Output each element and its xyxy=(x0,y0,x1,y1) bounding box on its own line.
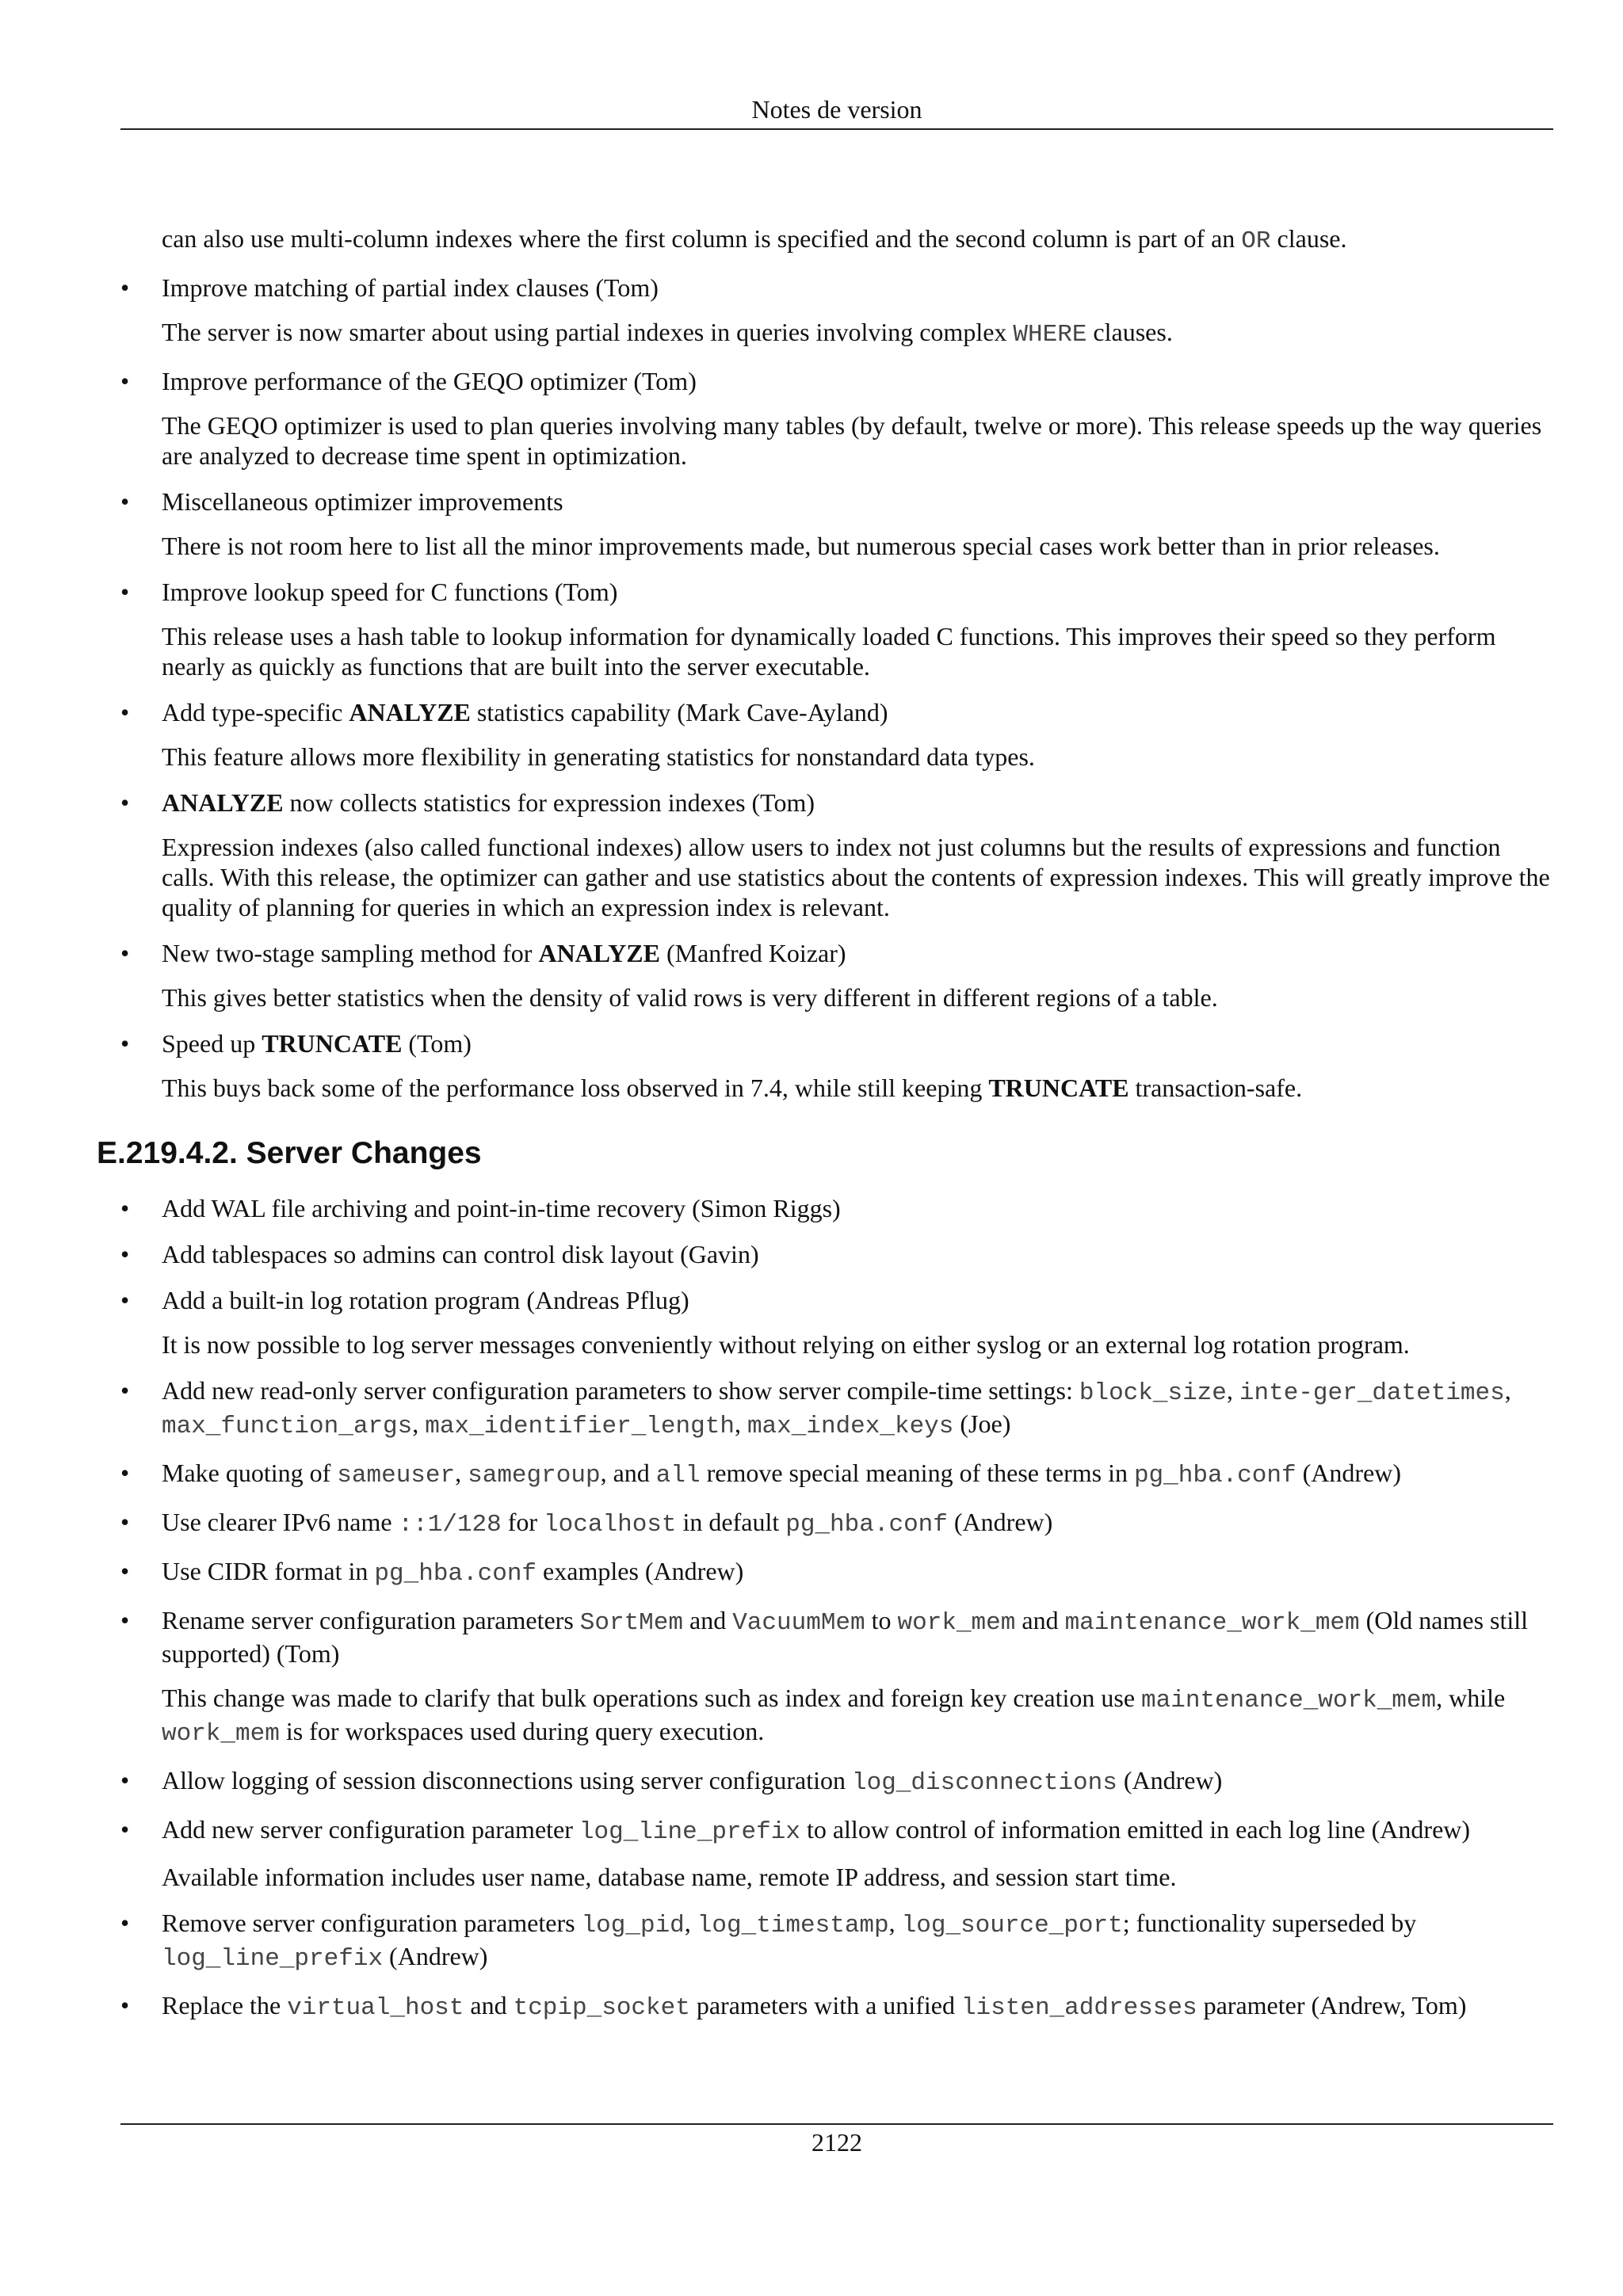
list-item xyxy=(120,1239,1553,1269)
list-item xyxy=(120,1375,1553,1442)
item-description: The server is now smarter about using partial indexes in queries involving complex WHERE clauses. xyxy=(162,318,1173,349)
list-item xyxy=(120,788,1553,818)
bullet-icon: • xyxy=(120,1766,130,1794)
list-item xyxy=(120,577,1553,607)
bullet-icon: • xyxy=(120,1557,130,1585)
bullet-icon: • xyxy=(120,1815,130,1844)
item-title: Add type-specific ANALYZE statistics capability (Mark Cave-Ayland) xyxy=(162,698,888,727)
bullet-icon: • xyxy=(120,1286,130,1314)
page-number: 2122 xyxy=(812,2128,862,2157)
list-item xyxy=(120,1285,1553,1315)
item-title: Add WAL file archiving and point-in-time recovery (Simon Riggs) xyxy=(162,1194,841,1222)
item-description: This feature allows more flexibility in generating statistics for nonstandard data types. xyxy=(162,742,1035,771)
bullet-icon: • xyxy=(120,788,130,817)
intro-paragraph: can also use multi-column indexes where the first column is specified and the second column is part of an OR clause. xyxy=(162,224,1347,255)
list-item xyxy=(120,1193,1553,1223)
item-title: Replace the virtual_host and tcpip_socket parameters with a unified listen_addresses parameter (Andrew, Tom) xyxy=(162,1991,1467,2022)
item-title: ANALYZE now collects statistics for expression indexes (Tom) xyxy=(162,788,815,817)
page-content xyxy=(97,223,1553,2039)
item-title: Use CIDR format in pg_hba.conf examples (Andrew) xyxy=(162,1557,744,1588)
list-item xyxy=(120,1765,1553,1798)
item-title: Improve performance of the GEQO optimizer (Tom) xyxy=(162,367,697,395)
item-title: New two-stage sampling method for ANALYZE (Manfred Koizar) xyxy=(162,939,846,967)
item-title: Make quoting of sameuser, samegroup, and all remove special meaning of these terms in pg_hba.conf (Andrew) xyxy=(162,1459,1401,1489)
item-title: Speed up TRUNCATE (Tom) xyxy=(162,1029,472,1058)
item-title: Add new read-only server configuration parameters to show server compile-time settings: block_size, inte-ger_datetimes, max_function_args, max_identifier_length, max_index_keys (Joe) xyxy=(162,1376,1511,1440)
item-title: Use clearer IPv6 name ::1/128 for localhost in default pg_hba.conf (Andrew) xyxy=(162,1508,1053,1539)
item-title: Improve matching of partial index clauses (Tom) xyxy=(162,273,659,302)
item-description: This buys back some of the performance loss observed in 7.4, while still keeping TRUNCATE transaction-safe. xyxy=(162,1074,1303,1102)
bullet-icon: • xyxy=(120,939,130,967)
item-title: Allow logging of session disconnections using server configuration log_disconnections (Andrew) xyxy=(162,1766,1223,1797)
list-item xyxy=(120,1814,1553,1848)
bullet-icon: • xyxy=(120,1194,130,1222)
bullet-icon: • xyxy=(120,1459,130,1487)
item-title: Add a built-in log rotation program (Andreas Pflug) xyxy=(162,1286,689,1314)
list-item xyxy=(120,1605,1553,1669)
bullet-icon: • xyxy=(120,487,130,516)
item-description: It is now possible to log server messages conveniently without relying on either syslog or an external log rotation program. xyxy=(162,1330,1410,1359)
bullet-icon: • xyxy=(120,698,130,727)
bullet-icon: • xyxy=(120,1029,130,1058)
list-item xyxy=(120,697,1553,727)
item-title: Add tablespaces so admins can control disk layout (Gavin) xyxy=(162,1240,759,1268)
item-description: There is not room here to list all the minor improvements made, but numerous special cases work better than in prior releases. xyxy=(162,532,1440,560)
bullet-icon: • xyxy=(120,578,130,606)
list-item xyxy=(120,1908,1553,1974)
list-item xyxy=(120,1458,1553,1491)
bullet-icon: • xyxy=(120,273,130,302)
list-item xyxy=(120,366,1553,396)
list-item xyxy=(120,1028,1553,1058)
list-item xyxy=(120,1507,1553,1540)
bullet-icon: • xyxy=(120,1240,130,1268)
bullet-icon: • xyxy=(120,1991,130,2019)
item-description: Available information includes user name, database name, remote IP address, and session start time. xyxy=(162,1863,1177,1891)
list-item xyxy=(120,486,1553,517)
bullet-icon: • xyxy=(120,1508,130,1536)
bullet-icon: • xyxy=(120,1606,130,1634)
item-description: Expression indexes (also called functional indexes) allow users to index not just columns but the results of expressions and function calls. With this release, the optimizer can gather and use statistics about the contents of expression indexes. This will greatly improve the quality of planning for queries in which an expression index is relevant. xyxy=(162,833,1550,921)
list-item xyxy=(120,938,1553,968)
item-description: This release uses a hash table to lookup information for dynamically loaded C functions. This improves their speed so they perform nearly as quickly as functions that are built into the server executable. xyxy=(162,622,1496,681)
item-title: Rename server configuration parameters SortMem and VacuumMem to work_mem and maintenance_work_mem (Old names still supported) (Tom) xyxy=(162,1606,1529,1668)
list-item xyxy=(120,1556,1553,1589)
bullet-icon: • xyxy=(120,1376,130,1405)
item-description: The GEQO optimizer is used to plan queries involving many tables (by default, twelve or more). This release speeds up the way queries are analyzed to decrease time spent in optimization. xyxy=(162,411,1542,470)
bullet-icon: • xyxy=(120,367,130,395)
item-title: Remove server configuration parameters log_pid, log_timestamp, log_source_port; functionality superseded by log_line_prefix (Andrew) xyxy=(162,1909,1417,1973)
list-item xyxy=(120,1990,1553,2023)
page-header: Notes de version xyxy=(751,95,922,124)
item-title: Improve lookup speed for C functions (Tom) xyxy=(162,578,618,606)
item-title: Add new server configuration parameter log_line_prefix to allow control of information emitted in each log line (Andrew) xyxy=(162,1815,1471,1846)
footer-rule xyxy=(120,2123,1553,2125)
item-title: Miscellaneous optimizer improvements xyxy=(162,487,563,516)
bullet-icon: • xyxy=(120,1909,130,1937)
item-description: This gives better statistics when the density of valid rows is very different in different regions of a table. xyxy=(162,983,1218,1012)
section-heading: E.219.4.2. Server Changes xyxy=(97,1136,482,1170)
header-rule xyxy=(120,128,1553,130)
list-item xyxy=(120,273,1553,303)
item-description: This change was made to clarify that bulk operations such as index and foreign key creation use maintenance_work_mem, while work_mem is for workspaces used during query execution. xyxy=(162,1684,1506,1748)
